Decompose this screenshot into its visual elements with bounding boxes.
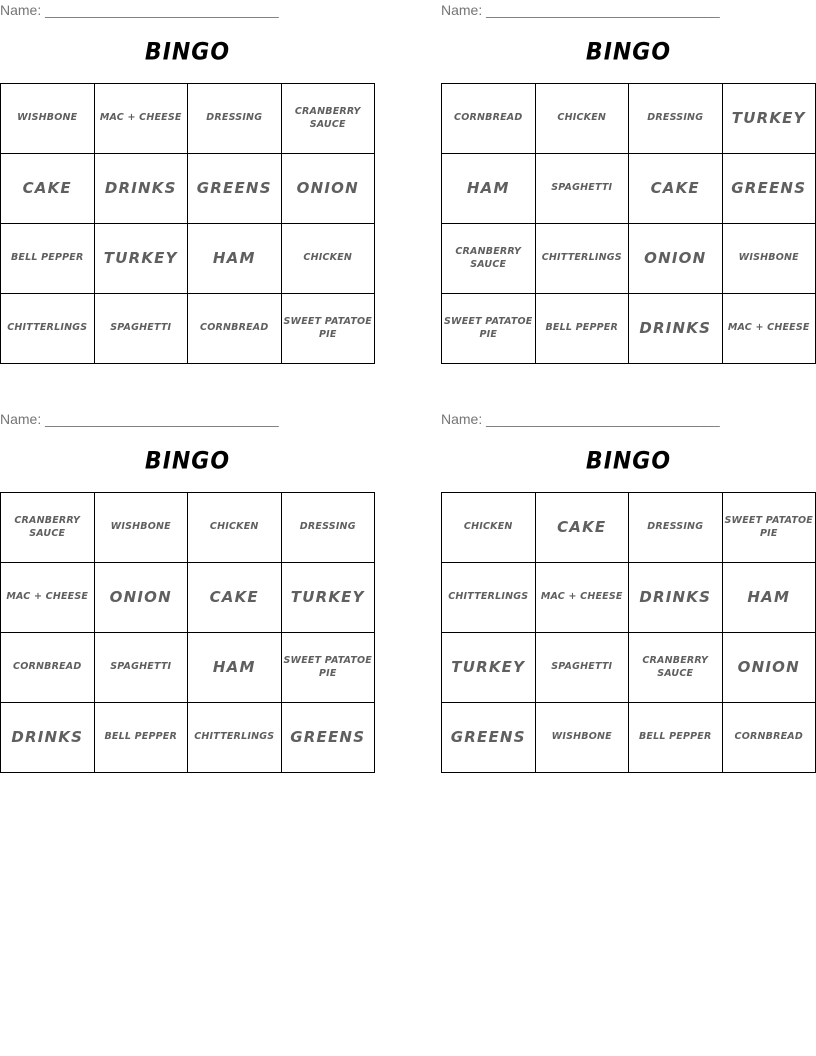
bingo-cell: DRINKS [95, 154, 189, 224]
bingo-cell: HAM [442, 154, 536, 224]
bingo-cell: SWEET PATATOE PIE [723, 493, 816, 563]
bingo-cell: TURKEY [95, 224, 189, 294]
bingo-cell: ONION [723, 633, 816, 703]
bingo-cell: ONION [629, 224, 723, 294]
bingo-cell: ONION [95, 563, 189, 633]
bingo-cell: CORNBREAD [442, 84, 536, 154]
bingo-cell: CAKE [1, 154, 95, 224]
bingo-cell: ONION [282, 154, 376, 224]
bingo-title: BINGO [585, 447, 672, 476]
bingo-cell: GREENS [442, 703, 536, 773]
bingo-cell: BELL PEPPER [1, 224, 95, 294]
bingo-title: BINGO [144, 38, 231, 67]
bingo-cell: BELL PEPPER [95, 703, 189, 773]
bingo-cell: BELL PEPPER [629, 703, 723, 773]
bingo-cell: DRINKS [1, 703, 95, 773]
bingo-cell: WISHBONE [536, 703, 630, 773]
bingo-cell: SPAGHETTI [536, 154, 630, 224]
bingo-cell: CRANBERRY SAUCE [629, 633, 723, 703]
bingo-cell: CRANBERRY SAUCE [442, 224, 536, 294]
bingo-cell: CRANBERRY SAUCE [1, 493, 95, 563]
bingo-grid [0, 83, 375, 364]
bingo-cell: MAC + CHEESE [536, 563, 630, 633]
name-line: Name: ______________________________ [441, 411, 720, 427]
bingo-cell: TURKEY [723, 84, 816, 154]
bingo-cell: CAKE [188, 563, 282, 633]
bingo-cell: SPAGHETTI [95, 294, 189, 364]
bingo-cell: CHITTERLINGS [1, 294, 95, 364]
bingo-grid [441, 83, 816, 364]
bingo-cell: CHITTERLINGS [188, 703, 282, 773]
bingo-cell: MAC + CHEESE [95, 84, 189, 154]
bingo-cell: SPAGHETTI [95, 633, 189, 703]
bingo-cell: DRESSING [188, 84, 282, 154]
bingo-grid [0, 492, 375, 773]
bingo-cell: BELL PEPPER [536, 294, 630, 364]
bingo-grid [441, 492, 816, 773]
bingo-cell: HAM [188, 633, 282, 703]
bingo-cell: DRINKS [629, 563, 723, 633]
bingo-cell: TURKEY [442, 633, 536, 703]
name-line: Name: ______________________________ [0, 411, 279, 427]
bingo-cell: CHICKEN [442, 493, 536, 563]
bingo-cell: CORNBREAD [723, 703, 816, 773]
bingo-cell: DRINKS [629, 294, 723, 364]
bingo-cell: SWEET PATATOE PIE [282, 294, 376, 364]
bingo-cell: GREENS [723, 154, 816, 224]
name-line: Name: ______________________________ [0, 2, 279, 18]
bingo-title: BINGO [144, 447, 231, 476]
bingo-cell: HAM [723, 563, 816, 633]
bingo-cell: CHICKEN [282, 224, 376, 294]
bingo-cell: CHICKEN [536, 84, 630, 154]
bingo-cell: SWEET PATATOE PIE [282, 633, 376, 703]
bingo-cell: MAC + CHEESE [723, 294, 816, 364]
bingo-cell: GREENS [188, 154, 282, 224]
bingo-cell: CORNBREAD [188, 294, 282, 364]
bingo-cell: CRANBERRY SAUCE [282, 84, 376, 154]
name-line: Name: ______________________________ [441, 2, 720, 18]
bingo-title: BINGO [585, 38, 672, 67]
bingo-cell: SPAGHETTI [536, 633, 630, 703]
bingo-cell: WISHBONE [1, 84, 95, 154]
bingo-cell: DRESSING [282, 493, 376, 563]
bingo-cell: TURKEY [282, 563, 376, 633]
bingo-cell: CHICKEN [188, 493, 282, 563]
bingo-cell: CORNBREAD [1, 633, 95, 703]
bingo-cell: DRESSING [629, 84, 723, 154]
bingo-cell: WISHBONE [723, 224, 816, 294]
bingo-cell: MAC + CHEESE [1, 563, 95, 633]
bingo-cell: CAKE [629, 154, 723, 224]
bingo-cell: HAM [188, 224, 282, 294]
bingo-cell: CHITTERLINGS [442, 563, 536, 633]
bingo-cell: SWEET PATATOE PIE [442, 294, 536, 364]
bingo-cell: GREENS [282, 703, 376, 773]
bingo-cell: DRESSING [629, 493, 723, 563]
bingo-cell: CHITTERLINGS [536, 224, 630, 294]
bingo-cell: CAKE [536, 493, 630, 563]
bingo-cell: WISHBONE [95, 493, 189, 563]
